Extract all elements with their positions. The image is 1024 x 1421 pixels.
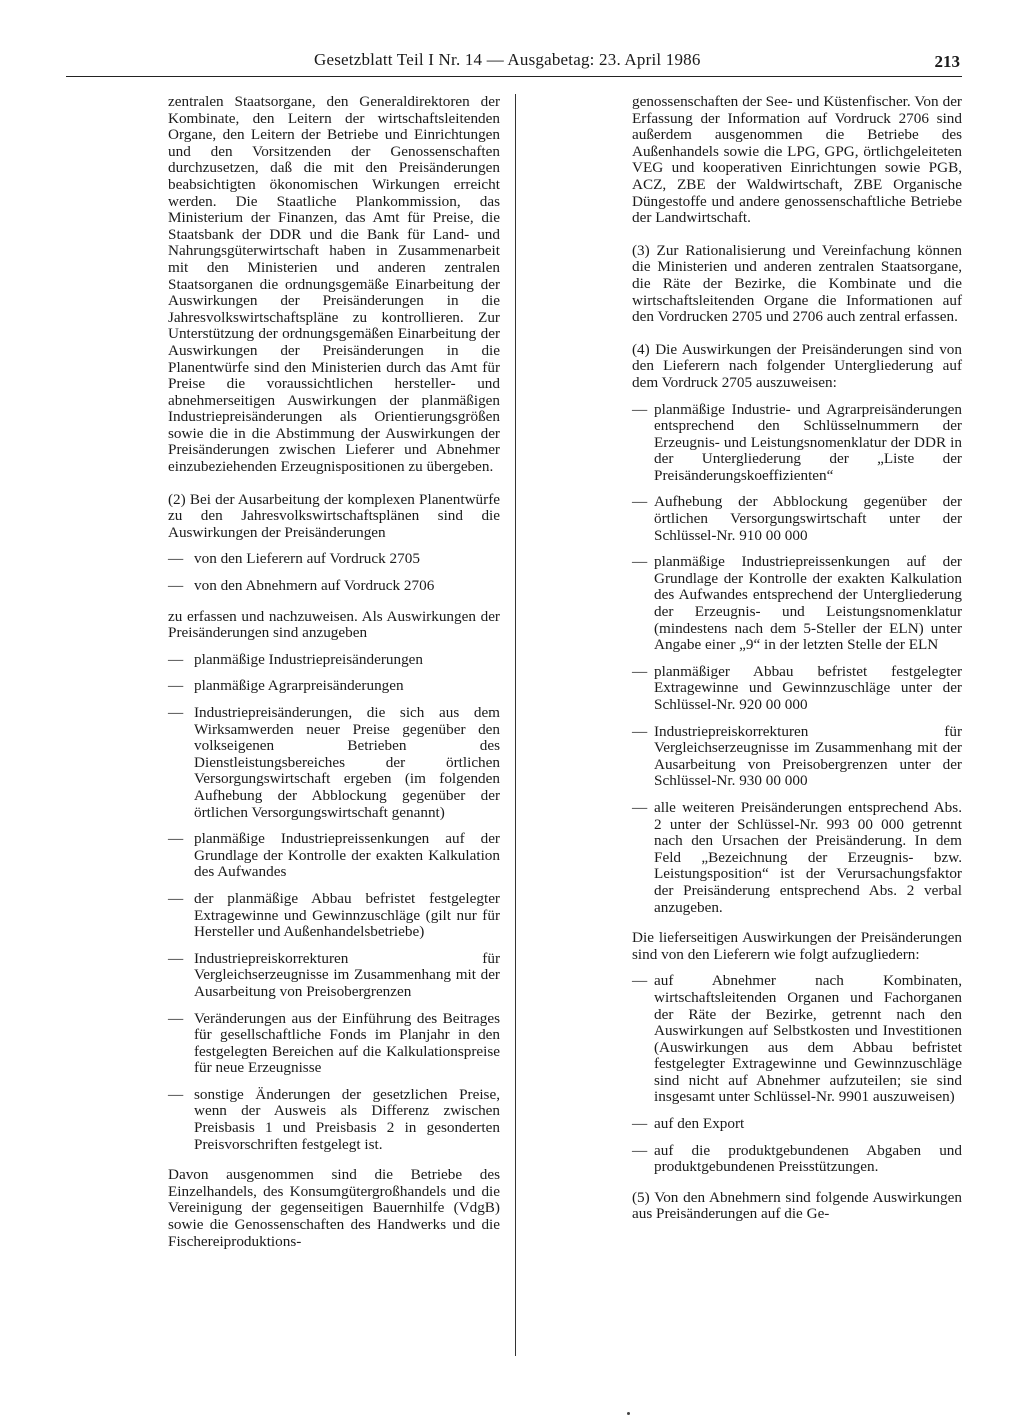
list-item: — von den Lieferern auf Vordruck 2705 — [168, 551, 500, 568]
list-item: — planmäßiger Abbau befristet festgelegter Extragewinne und Gewinnzuschläge unter der Schlüssel-Nr. 920 00 000 — [632, 664, 962, 714]
list-item: — Industriepreiskorrekturen für Vergleichserzeugnisse im Zusammenhang mit der Ausarbeitung von Preisobergrenzen — [168, 951, 500, 1001]
paragraph-lieferseitig: Die lieferseitigen Auswirkungen der Preisänderungen sind von den Lieferern wie folgt aufzugliedern: — [632, 929, 962, 963]
list-item: — der planmäßige Abbau befristet festgelegter Extragewinne und Gewinnzuschläge (gilt nur für Hersteller und Außenhandelsbetriebe) — [168, 891, 500, 941]
paragraph-section-3: (3) Zur Rationalisierung und Vereinfachung können die Ministerien und anderen zentralen Staatsorgane, die Räte der Bezirke, die Kombinate und die wirtschaftsleitenden Organe die Informationen auf den Vordrucken 2705 und 2706 auch zentral erfassen. — [632, 241, 962, 326]
page-number: 213 — [934, 52, 960, 71]
paragraph-continuation: genossenschaften der See- und Küstenfischer. Von der Erfassung der Information auf Vordruck 2706 sind außerdem ausgenommen die Betriebe des Außenhandels sowie die LPG, GPG, örtlichgeleiteten VEG und kooperativen Einrichtungen sowie PGB, ACZ, ZBE der Waldwirtschaft, ZBE Organische Düngestoffe und andere genossenschaftliche Betriebe der Landwirtschaft. — [632, 93, 962, 227]
dash-list-vordrucke — [168, 551, 500, 594]
list-item: — Industriepreiskorrekturen für Vergleichserzeugnisse im Zusammenhang mit der Ausarbeitung von Preisobergrenzen unter der Schlüssel-Nr. 930 00 000 — [632, 724, 962, 790]
page-header — [66, 52, 962, 77]
header-title: Gesetzblatt Teil I Nr. 14 — Ausgabetag: 23. April 1986 — [314, 50, 701, 69]
left-column — [168, 94, 500, 1266]
paragraph-auswirkungen: zu erfassen und nachzuweisen. Als Auswirkungen der Preisänderungen sind anzugeben — [168, 607, 500, 642]
list-item: — planmäßige Industriepreissenkungen auf der Grundlage der Kontrolle der exakten Kalkulation des Aufwandes — [168, 831, 500, 881]
list-item: — alle weiteren Preisänderungen entsprechend Abs. 2 unter der Schlüssel-Nr. 993 00 000 getrennt nach den Ursachen der Preisänderung. In dem Feld „Bezeichnung der Erzeugnis- bzw. Leistungsposition“ ist der Verursachungsfaktor der Preisänderung entsprechend Abs. 2 verbal anzugeben. — [632, 800, 962, 916]
list-item: — auf den Export — [632, 1116, 962, 1133]
dash-list-untergliederung — [632, 402, 962, 917]
column-divider — [515, 94, 516, 1356]
list-item: — planmäßige Industriepreissenkungen auf der Grundlage der Kontrolle der exakten Kalkulation des Aufwandes entsprechend der Untergliederung der Erzeugnis- und Leistungsnomenklatur (mindestens nach dem 5-Steller der ELN) unter Angabe einer „9“ in der letzten Stelle der ELN — [632, 554, 962, 654]
dash-list-aufgliederung — [632, 973, 962, 1176]
scan-mark — [627, 1412, 630, 1415]
list-item: — sonstige Änderungen der gesetzlichen Preise, wenn der Ausweis als Differenz zwischen Preisbasis 1 und Preisbasis 2 in gesonderten Preisvorschriften festgelegt ist. — [168, 1087, 500, 1153]
list-item: — planmäßige Industriepreisänderungen — [168, 652, 500, 669]
list-item: — Veränderungen aus der Einführung des Beitrages für gesellschaftliche Fonds im Planjahr in den festgelegten Bereichen auf die Kalkulationspreise für neue Erzeugnisse — [168, 1011, 500, 1077]
list-item: — planmäßige Agrarpreisänderungen — [168, 678, 500, 695]
list-item: — Aufhebung der Abblockung gegenüber der örtlichen Versorgungswirtschaft unter der Schlüssel-Nr. 910 00 000 — [632, 494, 962, 544]
paragraph-ausnahmen: Davon ausgenommen sind die Betriebe des Einzelhandels, des Konsumgütergroßhandels und die Vereinigung der gegenseitigen Bauernhilfe (VdgB) sowie die Genossenschaften des Handwerks und die Fischereiproduktions- — [168, 1166, 500, 1250]
list-item: — von den Abnehmern auf Vordruck 2706 — [168, 578, 500, 595]
paragraph-section-5: (5) Von den Abnehmern sind folgende Auswirkungen aus Preisänderungen auf die Ge- — [632, 1188, 962, 1223]
paragraph-continuation: zentralen Staatsorgane, den Generaldirektoren der Kombinate, den Leitern der wirtschaftsleitenden Organe, den Leitern der Betriebe und Einrichtungen und den Vorsitzenden der Genossenschaften durchzusetzen, daß die mit den Preisänderungen beabsichtigten ökonomischen Wirkungen erreicht werden. Die Staatliche Plankommission, das Ministerium der Finanzen, das Amt für Preise, die Staatsbank der DDR und die Bank für Land- und Nahrungsgüterwirtschaft haben in Zusammenarbeit mit den Ministerien und anderen zentralen Staatsorganen die ordnungsgemäße Einarbeitung der Auswirkungen der Preisänderungen in die Jahresvolkswirtschaftspläne zu kontrollieren. Zur Unterstützung der ordnungsgemäßen Einarbeitung der Auswirkungen der Preisänderungen in die Planentwürfe sind den Ministerien durch das Amt für Preise die voraussichtlichen hersteller- und abnehmerseitigen Auswirkungen der planmäßigen Industriepreisänderungen als Orientierungsgrößen sowie die in die Abstimmung der Auswirkungen der Preisänderungen zwischen Lieferer und Abnehmer einzubeziehenden Erzeugnispositionen zu übergeben. — [168, 93, 500, 476]
list-item: — auf Abnehmer nach Kombinaten, wirtschaftsleitenden Organen und Fachorganen der Räte der Bezirke, getrennt nach den Auswirkungen auf Selbstkosten und Investitionen (Auswirkungen aus dem Abbau befristet festgelegter Extragewinne und Gewinnzuschläge sind nicht auf Abnehmer aufzuteilen; sie sind insgesamt unter Schlüssel-Nr. 9901 auszuweisen) — [632, 973, 962, 1106]
list-item: — planmäßige Industrie- und Agrarpreisänderungen entsprechend den Schlüsselnummern der Erzeugnis- und Leistungsnomenklatur der DDR in der Untergliederung der „Liste der Preisänderungskoeffizienten“ — [632, 402, 962, 485]
paragraph-section-2: (2) Bei der Ausarbeitung der komplexen Planentwürfe zu den Jahresvolkswirtschaftsplänen sind die Auswirkungen der Preisänderungen — [168, 490, 500, 541]
list-item: — auf die produktgebundenen Abgaben und produktgebundenen Preisstützungen. — [632, 1143, 962, 1176]
list-item: — Industriepreisänderungen, die sich aus dem Wirksamwerden neuer Preise gegenüber den volkseigenen Betrieben des Dienstleistungsbereiches der örtlichen Versorgungswirtschaft ergeben (im folgenden Aufhebung der Abblockung gegenüber der örtlichen Versorgungswirtschaft genannt) — [168, 705, 500, 821]
paragraph-section-4: (4) Die Auswirkungen der Preisänderungen sind von den Lieferern nach folgender Untergliederung auf dem Vordruck 2705 auszuweisen: — [632, 340, 962, 391]
right-column — [632, 94, 962, 1239]
dash-list-preisaenderungen — [168, 652, 500, 1153]
